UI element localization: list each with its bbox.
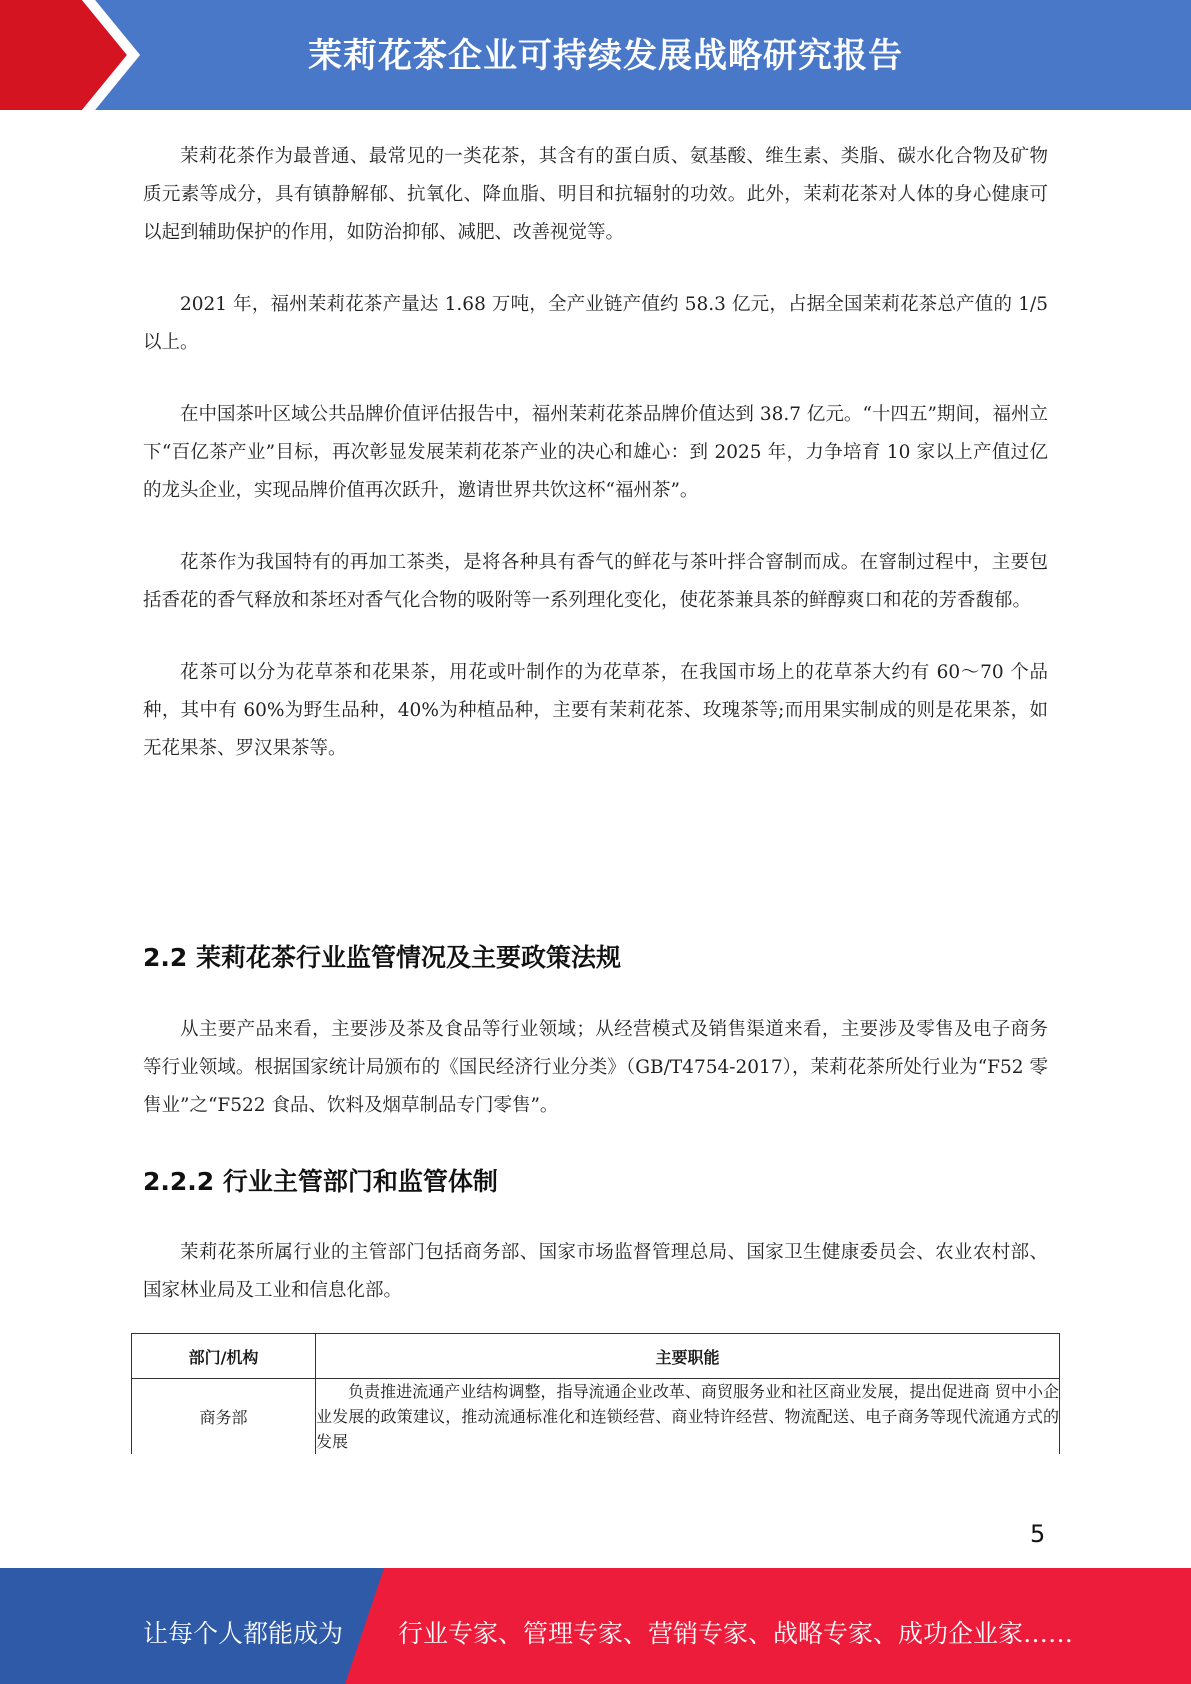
paragraph-jasmine-benefits: 茉莉花茶作为最普通、最常见的一类花茶，其含有的蛋白质、氨基酸、维生素、类脂、碳水化合物及矿物质元素等成分，具有镇静解郁、抗氧化、降血脂、明目和抗辐射的功效。此外，茉莉花茶对人体的身心健康可以起到辅助保护的作用，如防治抑郁、减肥、改善视觉等。	[143, 146, 1048, 243]
paragraph-industry-classification: 从主要产品来看，主要涉及茶及食品等行业领域；从经营模式及销售渠道来看，主要涉及零售及电子商务等行业领域。根据国家统计局颁布的《国民经济行业分类》（GB/T4754-2017），茉莉花茶所处行业为“F52 零售业”之“F522 食品、饮料及烟草制品专门零售”。	[143, 1019, 1048, 1116]
footer-slogan-right: 行业专家、管理专家、营销专家、战略专家、成功企业家……	[398, 1619, 1074, 1648]
paragraph-fuzhou-output: 2021 年，福州茉莉花茶产量达 1.68 万吨，全产业链产值约 58.3 亿元，占据全国茉莉花茶总产值的 1/5 以上。	[143, 294, 1048, 353]
table-header-row	[132, 1334, 1060, 1379]
paragraph-regulators: 茉莉花茶所属行业的主管部门包括商务部、国家市场监督管理总局、国家卫生健康委员会、农业农村部、国家林业局及工业和信息化部。	[143, 1242, 1048, 1301]
regulator-table	[131, 1333, 1060, 1454]
page-number: 5	[1030, 1520, 1046, 1548]
table-header-duty: 主要职能	[316, 1334, 1060, 1379]
table-cell-dept: 商务部	[132, 1379, 316, 1455]
paragraph-brand-value: 在中国茶叶区域公共品牌价值评估报告中，福州茉莉花茶品牌价值达到 38.7 亿元。“十四五”期间，福州立下“百亿茶产业”目标，再次彰显发展茉莉花茶产业的决心和雄心：到 2025 年，力争培育 10 家以上产值过亿的龙头企业，实现品牌价值再次跃升，邀请世界共饮这杯“福州茶”。	[143, 404, 1048, 501]
page-header	[0, 0, 1191, 110]
table-row	[132, 1379, 1060, 1455]
page-footer	[0, 1568, 1191, 1684]
report-title: 茉莉花茶企业可持续发展战略研究报告	[308, 36, 903, 76]
footer-slogan-left: 让每个人都能成为	[143, 1619, 344, 1648]
section-heading-2-2-2: 2.2.2 行业主管部门和监管体制	[143, 1167, 498, 1196]
main-content	[143, 138, 1048, 1301]
section-heading-2-2: 2.2 茉莉花茶行业监管情况及主要政策法规	[143, 943, 621, 972]
table-header-dept: 部门/机构	[132, 1334, 316, 1379]
paragraph-flower-tea-types: 花茶可以分为花草茶和花果茶，用花或叶制作的为花草茶，在我国市场上的花草茶大约有 60～70 个品种，其中有 60%为野生品种，40%为种植品种，主要有茉莉花茶、玫瑰茶等;而用果实制成的则是花果茶，如无花果茶、罗汉果茶等。	[143, 662, 1048, 759]
table-cell-duty: 负责推进流通产业结构调整，指导流通企业改革、商贸服务业和社区商业发展，提出促进商 贸中小企业发展的政策建议，推动流通标准化和连锁经营、商业特许经营、物流配送、电子商务等现代流通方式的发展	[316, 1379, 1060, 1455]
paragraph-scenting-process: 花茶作为我国特有的再加工茶类，是将各种具有香气的鲜花与茶叶拌合窨制而成。在窨制过程中，主要包括香花的香气释放和茶坯对香气化合物的吸附等一系列理化变化，使花茶兼具茶的鲜醇爽口和花的芳香馥郁。	[143, 552, 1048, 611]
